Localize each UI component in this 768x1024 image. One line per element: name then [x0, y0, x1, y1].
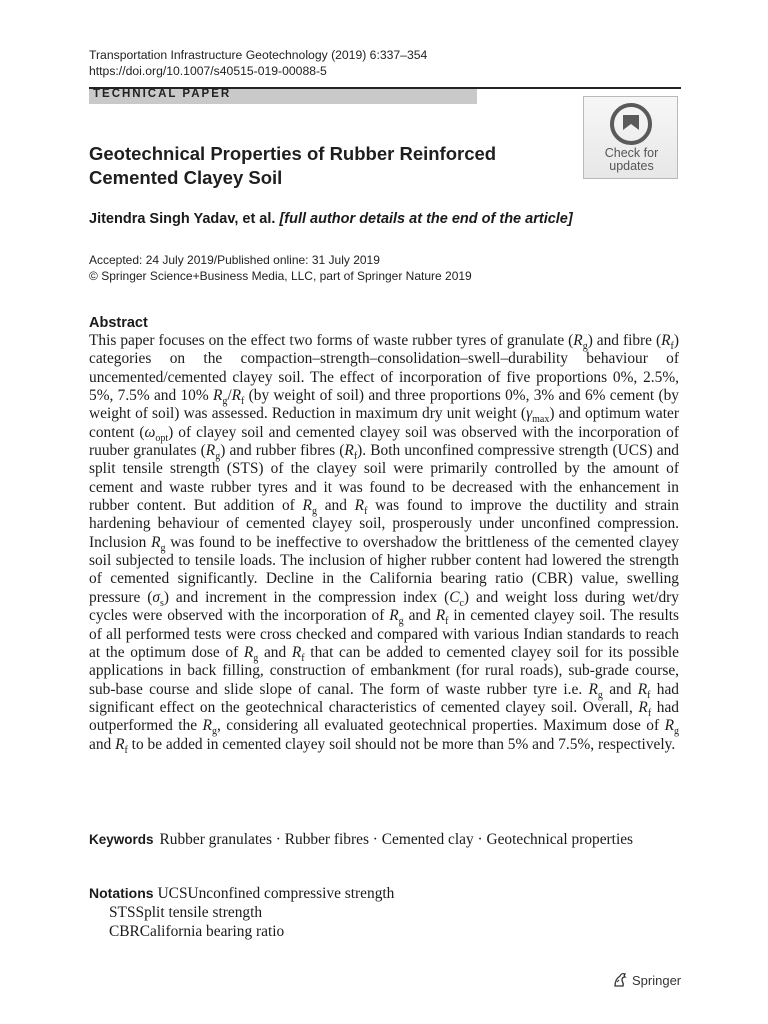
author-names[interactable]: Jitendra Singh Yadav, et al.: [89, 211, 276, 227]
springer-horse-icon: [612, 972, 628, 988]
authors: [89, 211, 573, 227]
notation-item: STSSplit tensile strength: [109, 904, 263, 921]
check-for-updates-badge[interactable]: [583, 96, 678, 179]
journal-citation: [89, 47, 427, 79]
notation-item: CBRCalifornia bearing ratio: [109, 923, 285, 940]
keywords-list: Rubber granulates · Rubber fibres · Cemented clay · Geotechnical properties: [159, 831, 634, 848]
publication-dates: Accepted: 24 July 2019/Published online: 31 July 2019 © Springer Science+Business Media, LLC, part of Springer Nature 2019: [89, 253, 472, 283]
notation-item: UCSUnconfined compressive strength: [157, 885, 395, 902]
journal-line: Transportation Infrastructure Geotechnology (2019) 6:337–354: [89, 48, 428, 62]
doi-link[interactable]: https://doi.org/10.1007/s40515-019-00088-5: [89, 64, 327, 78]
accepted-date: Accepted: 24 July 2019: [89, 253, 214, 267]
copyright-text: Springer Science+Business Media, LLC, part of Springer Nature 2019: [101, 269, 472, 283]
badge-text: Check for updates: [604, 146, 659, 173]
keywords-label: Keywords: [89, 832, 154, 847]
crossmark-icon: [610, 103, 652, 145]
keywords: [89, 831, 633, 849]
published-date: Published online: 31 July 2019: [217, 253, 380, 267]
publisher-name: Springer: [632, 973, 682, 988]
notations-label: Notations: [89, 885, 154, 901]
notations: [89, 884, 394, 941]
copyright-icon: ©: [89, 269, 98, 283]
abstract-body: This paper focuses on the effect two forms of waste rubber tyres of granulate $(R_g)$ and fibre $(R_f)$ categories on the compaction–strength–consolidation–swell–durability behaviour of uncemented/cemented clayey soil. The effect of incorporation of five proportions 0%, 2.5%, 5%, 7.5% and 10% $R_g/R_f$ (by weight of soil) and three proportions 0%, 3% and 6% cement (by weight of soil) was assessed. Reduction in maximum dry unit weight $(\gamma_{max})$ and optimum water content $(\omega_{opt})$ of clayey soil and cemented clayey soil was observed with the incorporation of ruuber granulates $(R_g)$ and rubber fibres $(R_f)$. Both unconfined compressive strength (UCS) and split tensile strength (STS) of the clayey soil were primarily controlled by the amount of cement and waste rubber tyres and it was found to be decreased with the enhancement in rubber content. But addition of $R_g$ and $R_f$ was found to improve the ductility and strain hardening behaviour of cemented clayey soil, prosperously under unconfined compression. Inclusion $R_g$ was found to be ineffective to overshadow the brittleness of the cemented clayey soil subjected to tensile loads. The inclusion of higher rubber content had lowered the strength of cemented significantly. Decline in the California bearing ratio (CBR) value, swelling pressure $(\sigma_s)$ and increment in the compression index $(C_c)$ and weight loss during wet/dry cycles were observed with the incorporation of $R_g$ and $R_f$ in cemented clayey soil. The results of all performed tests were cross checked and compared with various Indian standards to reach at the optimum dose of $R_g$ and $R_f$ that can be added to cemented clayey soil for its possible applications in back filling, construction of embankment (for rural roads), sub-grade course, sub-base course and slide slope of canal. The form of waste rubber tyre i.e. $R_g$ and $R_f$ had significant effect on the geotechnical characteristics of cemented clayey soil. Overall, $R_f$ had outperformed the $R_g$, considering all evaluated geotechnical properties. Maximum dose of $R_g$ and $R_f$ to be added in cemented clayey soil should not be more than 5% and 7.5%, respectively.: [89, 332, 680, 756]
section-label: TECHNICAL PAPER: [93, 88, 232, 100]
publisher-logo: [612, 972, 681, 988]
author-note: [full author details at the end of the article]: [279, 211, 573, 227]
abstract-heading: Abstract: [89, 315, 148, 331]
article-title: Geotechnical Properties of Rubber Reinforced Cemented Clayey Soil: [89, 143, 497, 188]
